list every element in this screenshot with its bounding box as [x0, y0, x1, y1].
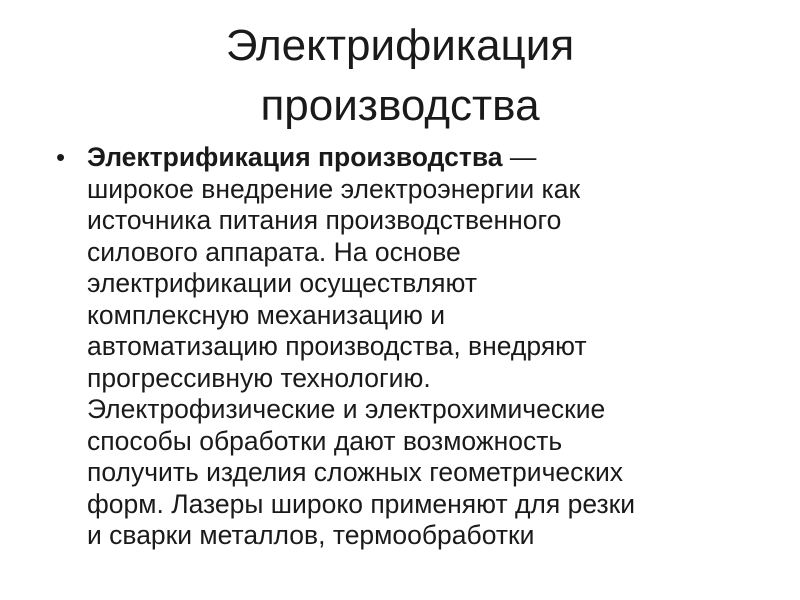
slide-title-line-2: производства	[260, 81, 540, 130]
bullet-term: Электрификация производства	[87, 142, 503, 172]
slide-title	[0, 16, 800, 136]
bullet-text-line: и сварки металлов, термообработки	[87, 520, 535, 550]
slide-title-line-1: Электрификация	[225, 21, 575, 70]
bullet-text-line: широкое внедрение электроэнергии как	[87, 173, 581, 204]
bullet-text-line: прогрессивную технологию.	[87, 362, 431, 393]
bullet-text-line: комплексную механизацию и	[87, 299, 446, 330]
bullet-text-line: силового аппарата. На основе	[87, 236, 461, 267]
bullet-text-line: автоматизацию производства, внедряют	[87, 331, 587, 361]
bullet-list	[0, 142, 800, 552]
bullet-text-line: электрификации осуществляют	[87, 268, 477, 298]
bullet-marker-icon: •	[56, 142, 66, 172]
bullet-text-line: получить изделия сложных геометрических	[87, 457, 624, 487]
bullet-text-line: способы обработки дают возможность	[87, 425, 563, 456]
list-item	[0, 142, 800, 552]
bullet-text-line: источника питания производственного	[87, 205, 562, 235]
bullet-text-line: форм. Лазеры широко применяют для резки	[87, 488, 636, 519]
bullet-text-line: Электрофизические и электрохимические	[87, 394, 606, 424]
bullet-dash: —	[502, 142, 537, 172]
bullet-first-line	[87, 142, 760, 174]
